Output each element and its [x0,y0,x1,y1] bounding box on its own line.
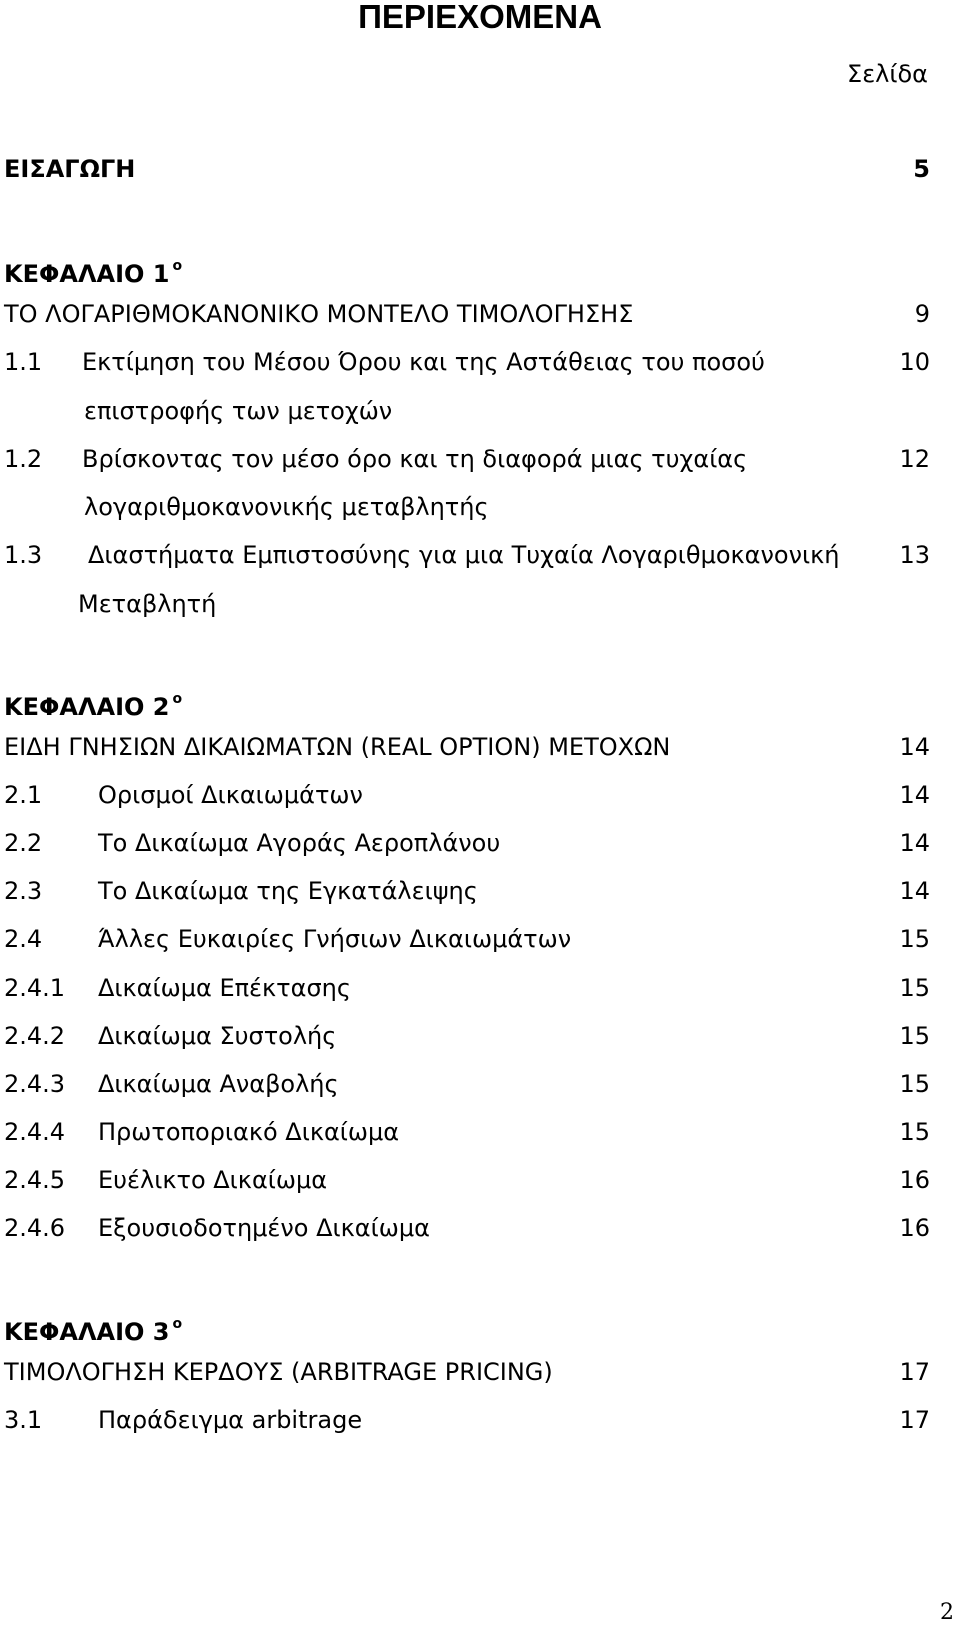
toc-entry-text: Βρίσκοντας τον μέσο όρο και τη διαφορά μιας τυχαίας [82,445,748,473]
toc-entry-text: Δικαίωμα Αναβολής [98,1070,339,1098]
toc-entry-text: Ευέλικτο Δικαίωμα [98,1166,328,1194]
toc-entry-number: 2.4.4 [4,1118,66,1146]
toc-entry-text: Ορισμοί Δικαιωμάτων [98,781,363,809]
toc-entry-text: ΤΙΜΟΛΟΓΗΣΗ ΚΕΡΔΟΥΣ (ARBITRAGE PRICING) [4,1358,553,1386]
toc-entry-number: 1.1 [4,348,43,376]
toc-entry-text: ΤΟ ΛΟΓΑΡΙΘΜΟΚΑΝΟΝΙΚΟ ΜΟΝΤΕΛΟ ΤΙΜΟΛΟΓΗΣΗΣ [4,300,634,328]
toc-entry-text: Μεταβλητή [78,590,217,618]
toc-entry-text: ΕΙΔΗ ΓΝΗΣΙΩΝ ΔΙΚΑΙΩΜΑΤΩΝ (REAL OPTION) ΜΕΤΟΧΩΝ [4,733,671,761]
toc-entry-text: ΕΙΣΑΓΩΓΗ [4,155,136,183]
toc-page-number: 14 [899,877,930,905]
page-column-label: Σελίδα [847,60,928,88]
chapter-heading-text: ΚΕΦΑΛΑΙΟ 3 [4,1318,170,1346]
toc-entry-text: Το Δικαίωμα Αγοράς Αεροπλάνου [98,829,501,857]
toc-entry-number: 2.4.5 [4,1166,66,1194]
chapter-heading-text: ΚΕΦΑΛΑΙΟ 2 [4,693,170,721]
toc-entry-number: 2.1 [4,781,43,809]
toc-entry-text: Εκτίμηση του Μέσου Όρου και της Αστάθειας του ποσού [82,348,765,376]
toc-page-number: 16 [899,1214,930,1242]
toc-entry-number: 1.3 [4,541,43,569]
toc-page-number: 10 [899,348,930,376]
toc-entry-text: επιστροφής των μετοχών [84,397,393,425]
toc-page-number: 13 [899,541,930,569]
toc-page-number: 15 [899,1070,930,1098]
toc-page-number: 17 [899,1358,930,1386]
page-number: 2 [940,1600,954,1625]
toc-entry-text: Άλλες Ευκαιρίες Γνήσιων Δικαιωμάτων [98,925,572,953]
ordinal-sup: ο [172,1316,183,1332]
toc-entry-text: Το Δικαίωμα της Εγκατάλειψης [98,877,478,905]
page-title: ΠΕΡΙΕΧΟΜΕΝΑ [358,0,602,35]
toc-entry-text: Παράδειγμα arbitrage [98,1406,363,1434]
toc-page-number: 5 [913,155,930,183]
toc-entry-number: 2.3 [4,877,43,905]
toc-entry-text: Δικαίωμα Συστολής [98,1022,337,1050]
toc-page-number: 15 [899,1022,930,1050]
toc-entry-number: 2.4 [4,925,43,953]
toc-page-number: 15 [899,1118,930,1146]
toc-page-number: 14 [899,829,930,857]
toc-entry-number: 3.1 [4,1406,43,1434]
toc-entry-number: 2.4.1 [4,974,66,1002]
ordinal-sup: ο [172,691,183,707]
toc-entry-number: 2.2 [4,829,43,857]
toc-entry-text: Εξουσιοδοτημένο Δικαίωμα [98,1214,430,1242]
toc-entry-number: 2.4.3 [4,1070,66,1098]
toc-entry-text: λογαριθμοκανονικής μεταβλητής [84,493,489,521]
toc-page-number: 15 [899,974,930,1002]
toc-page-number: 14 [899,733,930,761]
toc-entry-text: Δικαίωμα Επέκτασης [98,974,351,1002]
chapter-heading-text: ΚΕΦΑΛΑΙΟ 1 [4,260,170,288]
toc-page-number: 17 [899,1406,930,1434]
toc-page-number: 16 [899,1166,930,1194]
ordinal-sup: ο [172,258,183,274]
toc-entry-text: Διαστήματα Εμπιστοσύνης για μια Τυχαία Λογαριθμοκανονική [88,541,840,569]
toc-entry-number: 2.4.6 [4,1214,66,1242]
toc-page-number: 15 [899,925,930,953]
toc-page-number: 12 [899,445,930,473]
toc-page-number: 14 [899,781,930,809]
toc-entry-number: 1.2 [4,445,43,473]
toc-entry-text: Πρωτοποριακό Δικαίωμα [98,1118,400,1146]
toc-entry-number: 2.4.2 [4,1022,66,1050]
toc-page-number: 9 [914,300,930,328]
